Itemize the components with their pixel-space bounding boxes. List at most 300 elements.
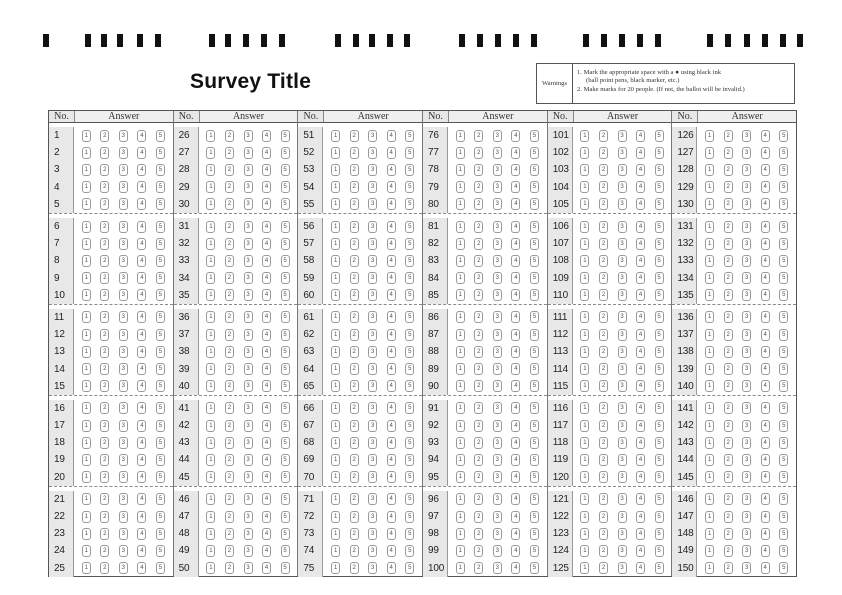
answer-bubble[interactable]: 5 xyxy=(281,562,290,574)
answer-bubble[interactable]: 2 xyxy=(724,562,733,574)
answer-bubble[interactable]: 5 xyxy=(779,493,788,505)
answer-bubble[interactable]: 4 xyxy=(511,255,520,267)
answer-bubble[interactable]: 3 xyxy=(119,380,128,392)
answer-bubble[interactable]: 5 xyxy=(530,238,539,250)
answer-bubble[interactable]: 2 xyxy=(724,147,733,159)
answer-bubble[interactable]: 3 xyxy=(119,562,128,574)
answer-bubble[interactable]: 2 xyxy=(225,471,234,483)
answer-bubble[interactable]: 5 xyxy=(530,511,539,523)
answer-bubble[interactable]: 5 xyxy=(405,380,414,392)
answer-bubble[interactable]: 3 xyxy=(244,198,253,210)
answer-bubble[interactable]: 5 xyxy=(405,147,414,159)
answer-bubble[interactable]: 1 xyxy=(456,363,465,375)
answer-bubble[interactable]: 3 xyxy=(742,402,751,414)
answer-bubble[interactable]: 2 xyxy=(724,181,733,193)
answer-bubble[interactable]: 5 xyxy=(530,528,539,540)
answer-bubble[interactable]: 2 xyxy=(724,329,733,341)
answer-bubble[interactable]: 3 xyxy=(618,238,627,250)
answer-bubble[interactable]: 4 xyxy=(387,198,396,210)
answer-bubble[interactable]: 5 xyxy=(156,147,165,159)
answer-bubble[interactable]: 5 xyxy=(281,272,290,284)
answer-bubble[interactable]: 4 xyxy=(636,130,645,142)
answer-bubble[interactable]: 1 xyxy=(456,272,465,284)
answer-bubble[interactable]: 2 xyxy=(100,562,109,574)
answer-bubble[interactable]: 2 xyxy=(100,420,109,432)
answer-bubble[interactable]: 1 xyxy=(580,164,589,176)
answer-bubble[interactable]: 2 xyxy=(724,471,733,483)
answer-bubble[interactable]: 4 xyxy=(387,420,396,432)
answer-bubble[interactable]: 2 xyxy=(724,420,733,432)
answer-bubble[interactable]: 3 xyxy=(244,181,253,193)
answer-bubble[interactable]: 3 xyxy=(244,346,253,358)
answer-bubble[interactable]: 2 xyxy=(100,181,109,193)
answer-bubble[interactable]: 3 xyxy=(244,562,253,574)
answer-bubble[interactable]: 1 xyxy=(82,437,91,449)
answer-bubble[interactable]: 3 xyxy=(493,329,502,341)
answer-bubble[interactable]: 5 xyxy=(779,420,788,432)
answer-bubble[interactable]: 1 xyxy=(206,255,215,267)
answer-bubble[interactable]: 3 xyxy=(493,454,502,466)
answer-bubble[interactable]: 3 xyxy=(493,511,502,523)
answer-bubble[interactable]: 5 xyxy=(655,181,664,193)
answer-bubble[interactable]: 1 xyxy=(82,402,91,414)
answer-bubble[interactable]: 5 xyxy=(156,255,165,267)
answer-bubble[interactable]: 1 xyxy=(580,272,589,284)
answer-bubble[interactable]: 4 xyxy=(262,238,271,250)
answer-bubble[interactable]: 2 xyxy=(724,289,733,301)
answer-bubble[interactable]: 1 xyxy=(456,454,465,466)
answer-bubble[interactable]: 2 xyxy=(599,363,608,375)
answer-bubble[interactable]: 2 xyxy=(100,493,109,505)
answer-bubble[interactable]: 2 xyxy=(474,198,483,210)
answer-bubble[interactable]: 2 xyxy=(350,130,359,142)
answer-bubble[interactable]: 5 xyxy=(405,471,414,483)
answer-bubble[interactable]: 5 xyxy=(655,380,664,392)
answer-bubble[interactable]: 5 xyxy=(281,130,290,142)
answer-bubble[interactable]: 3 xyxy=(368,130,377,142)
answer-bubble[interactable]: 3 xyxy=(742,198,751,210)
answer-bubble[interactable]: 5 xyxy=(530,329,539,341)
answer-bubble[interactable]: 3 xyxy=(618,511,627,523)
answer-bubble[interactable]: 4 xyxy=(761,164,770,176)
answer-bubble[interactable]: 5 xyxy=(281,311,290,323)
answer-bubble[interactable]: 4 xyxy=(137,493,146,505)
answer-bubble[interactable]: 4 xyxy=(387,528,396,540)
answer-bubble[interactable]: 2 xyxy=(724,511,733,523)
answer-bubble[interactable]: 4 xyxy=(387,471,396,483)
answer-bubble[interactable]: 4 xyxy=(262,221,271,233)
answer-bubble[interactable]: 1 xyxy=(331,311,340,323)
answer-bubble[interactable]: 3 xyxy=(742,437,751,449)
answer-bubble[interactable]: 5 xyxy=(779,437,788,449)
answer-bubble[interactable]: 4 xyxy=(137,181,146,193)
answer-bubble[interactable]: 1 xyxy=(705,493,714,505)
answer-bubble[interactable]: 1 xyxy=(82,147,91,159)
answer-bubble[interactable]: 4 xyxy=(761,272,770,284)
answer-bubble[interactable]: 2 xyxy=(100,164,109,176)
answer-bubble[interactable]: 3 xyxy=(618,198,627,210)
answer-bubble[interactable]: 4 xyxy=(511,528,520,540)
answer-bubble[interactable]: 1 xyxy=(82,380,91,392)
answer-bubble[interactable]: 5 xyxy=(655,437,664,449)
answer-bubble[interactable]: 5 xyxy=(655,493,664,505)
answer-bubble[interactable]: 4 xyxy=(636,329,645,341)
answer-bubble[interactable]: 4 xyxy=(137,289,146,301)
answer-bubble[interactable]: 3 xyxy=(119,311,128,323)
answer-bubble[interactable]: 1 xyxy=(580,198,589,210)
answer-bubble[interactable]: 3 xyxy=(119,181,128,193)
answer-bubble[interactable]: 3 xyxy=(368,511,377,523)
answer-bubble[interactable]: 5 xyxy=(156,545,165,557)
answer-bubble[interactable]: 1 xyxy=(456,545,465,557)
answer-bubble[interactable]: 4 xyxy=(137,311,146,323)
answer-bubble[interactable]: 1 xyxy=(82,272,91,284)
answer-bubble[interactable]: 5 xyxy=(779,402,788,414)
answer-bubble[interactable]: 2 xyxy=(100,511,109,523)
answer-bubble[interactable]: 3 xyxy=(244,329,253,341)
answer-bubble[interactable]: 5 xyxy=(655,289,664,301)
answer-bubble[interactable]: 2 xyxy=(724,311,733,323)
answer-bubble[interactable]: 1 xyxy=(331,493,340,505)
answer-bubble[interactable]: 5 xyxy=(405,164,414,176)
answer-bubble[interactable]: 3 xyxy=(368,311,377,323)
answer-bubble[interactable]: 4 xyxy=(137,255,146,267)
answer-bubble[interactable]: 5 xyxy=(156,346,165,358)
answer-bubble[interactable]: 1 xyxy=(331,363,340,375)
answer-bubble[interactable]: 1 xyxy=(82,493,91,505)
answer-bubble[interactable]: 4 xyxy=(262,454,271,466)
answer-bubble[interactable]: 2 xyxy=(100,437,109,449)
answer-bubble[interactable]: 3 xyxy=(742,346,751,358)
answer-bubble[interactable]: 1 xyxy=(331,164,340,176)
answer-bubble[interactable]: 2 xyxy=(599,181,608,193)
answer-bubble[interactable]: 3 xyxy=(742,181,751,193)
answer-bubble[interactable]: 4 xyxy=(636,545,645,557)
answer-bubble[interactable]: 2 xyxy=(100,130,109,142)
answer-bubble[interactable]: 4 xyxy=(761,130,770,142)
answer-bubble[interactable]: 5 xyxy=(281,493,290,505)
answer-bubble[interactable]: 5 xyxy=(655,272,664,284)
answer-bubble[interactable]: 4 xyxy=(387,380,396,392)
answer-bubble[interactable]: 3 xyxy=(368,164,377,176)
answer-bubble[interactable]: 1 xyxy=(331,454,340,466)
answer-bubble[interactable]: 2 xyxy=(474,130,483,142)
answer-bubble[interactable]: 1 xyxy=(580,454,589,466)
answer-bubble[interactable]: 5 xyxy=(779,346,788,358)
answer-bubble[interactable]: 3 xyxy=(493,437,502,449)
answer-bubble[interactable]: 1 xyxy=(331,130,340,142)
answer-bubble[interactable]: 1 xyxy=(705,545,714,557)
answer-bubble[interactable]: 2 xyxy=(724,493,733,505)
answer-bubble[interactable]: 4 xyxy=(137,511,146,523)
answer-bubble[interactable]: 1 xyxy=(456,511,465,523)
answer-bubble[interactable]: 1 xyxy=(331,198,340,210)
answer-bubble[interactable]: 4 xyxy=(387,181,396,193)
answer-bubble[interactable]: 4 xyxy=(137,329,146,341)
answer-bubble[interactable]: 3 xyxy=(368,198,377,210)
answer-bubble[interactable]: 5 xyxy=(530,437,539,449)
answer-bubble[interactable]: 4 xyxy=(387,562,396,574)
answer-bubble[interactable]: 2 xyxy=(599,380,608,392)
answer-bubble[interactable]: 2 xyxy=(350,221,359,233)
answer-bubble[interactable]: 4 xyxy=(636,346,645,358)
answer-bubble[interactable]: 1 xyxy=(705,528,714,540)
answer-bubble[interactable]: 2 xyxy=(599,164,608,176)
answer-bubble[interactable]: 3 xyxy=(244,164,253,176)
answer-bubble[interactable]: 3 xyxy=(618,255,627,267)
answer-bubble[interactable]: 3 xyxy=(493,272,502,284)
answer-bubble[interactable]: 2 xyxy=(599,147,608,159)
answer-bubble[interactable]: 2 xyxy=(474,329,483,341)
answer-bubble[interactable]: 3 xyxy=(493,255,502,267)
answer-bubble[interactable]: 3 xyxy=(119,511,128,523)
answer-bubble[interactable]: 1 xyxy=(705,454,714,466)
answer-bubble[interactable]: 3 xyxy=(119,454,128,466)
answer-bubble[interactable]: 1 xyxy=(331,437,340,449)
answer-bubble[interactable]: 4 xyxy=(761,420,770,432)
answer-bubble[interactable]: 1 xyxy=(82,198,91,210)
answer-bubble[interactable]: 2 xyxy=(599,420,608,432)
answer-bubble[interactable]: 5 xyxy=(156,130,165,142)
answer-bubble[interactable]: 4 xyxy=(511,454,520,466)
answer-bubble[interactable]: 2 xyxy=(100,471,109,483)
answer-bubble[interactable]: 1 xyxy=(456,493,465,505)
answer-bubble[interactable]: 2 xyxy=(474,380,483,392)
answer-bubble[interactable]: 4 xyxy=(636,311,645,323)
answer-bubble[interactable]: 5 xyxy=(405,198,414,210)
answer-bubble[interactable]: 1 xyxy=(206,289,215,301)
answer-bubble[interactable]: 5 xyxy=(779,311,788,323)
answer-bubble[interactable]: 3 xyxy=(368,147,377,159)
answer-bubble[interactable]: 1 xyxy=(82,562,91,574)
answer-bubble[interactable]: 4 xyxy=(262,380,271,392)
answer-bubble[interactable]: 2 xyxy=(350,380,359,392)
answer-bubble[interactable]: 5 xyxy=(156,528,165,540)
answer-bubble[interactable]: 2 xyxy=(350,255,359,267)
answer-bubble[interactable]: 1 xyxy=(580,289,589,301)
answer-bubble[interactable]: 2 xyxy=(350,272,359,284)
answer-bubble[interactable]: 4 xyxy=(511,437,520,449)
answer-bubble[interactable]: 3 xyxy=(618,437,627,449)
answer-bubble[interactable]: 3 xyxy=(119,363,128,375)
answer-bubble[interactable]: 5 xyxy=(655,164,664,176)
answer-bubble[interactable]: 4 xyxy=(511,311,520,323)
answer-bubble[interactable]: 5 xyxy=(530,380,539,392)
answer-bubble[interactable]: 2 xyxy=(350,181,359,193)
answer-bubble[interactable]: 1 xyxy=(705,255,714,267)
answer-bubble[interactable]: 4 xyxy=(636,402,645,414)
answer-bubble[interactable]: 3 xyxy=(742,545,751,557)
answer-bubble[interactable]: 3 xyxy=(368,221,377,233)
answer-bubble[interactable]: 1 xyxy=(456,420,465,432)
answer-bubble[interactable]: 3 xyxy=(493,363,502,375)
answer-bubble[interactable]: 1 xyxy=(82,545,91,557)
answer-bubble[interactable]: 5 xyxy=(281,255,290,267)
answer-bubble[interactable]: 1 xyxy=(331,545,340,557)
answer-bubble[interactable]: 1 xyxy=(206,147,215,159)
answer-bubble[interactable]: 5 xyxy=(779,545,788,557)
answer-bubble[interactable]: 4 xyxy=(636,380,645,392)
answer-bubble[interactable]: 1 xyxy=(82,363,91,375)
answer-bubble[interactable]: 1 xyxy=(82,420,91,432)
answer-bubble[interactable]: 3 xyxy=(618,545,627,557)
answer-bubble[interactable]: 5 xyxy=(281,329,290,341)
answer-bubble[interactable]: 1 xyxy=(580,130,589,142)
answer-bubble[interactable]: 3 xyxy=(618,363,627,375)
answer-bubble[interactable]: 4 xyxy=(511,289,520,301)
answer-bubble[interactable]: 4 xyxy=(636,198,645,210)
answer-bubble[interactable]: 2 xyxy=(599,238,608,250)
answer-bubble[interactable]: 5 xyxy=(655,238,664,250)
answer-bubble[interactable]: 3 xyxy=(119,147,128,159)
answer-bubble[interactable]: 1 xyxy=(82,221,91,233)
answer-bubble[interactable]: 4 xyxy=(137,130,146,142)
answer-bubble[interactable]: 4 xyxy=(262,493,271,505)
answer-bubble[interactable]: 4 xyxy=(511,471,520,483)
answer-bubble[interactable]: 2 xyxy=(724,454,733,466)
answer-bubble[interactable]: 3 xyxy=(742,471,751,483)
answer-bubble[interactable]: 5 xyxy=(405,363,414,375)
answer-bubble[interactable]: 5 xyxy=(281,198,290,210)
answer-bubble[interactable]: 4 xyxy=(511,562,520,574)
answer-bubble[interactable]: 2 xyxy=(225,545,234,557)
answer-bubble[interactable]: 2 xyxy=(599,311,608,323)
answer-bubble[interactable]: 3 xyxy=(618,181,627,193)
answer-bubble[interactable]: 4 xyxy=(387,454,396,466)
answer-bubble[interactable]: 5 xyxy=(655,562,664,574)
answer-bubble[interactable]: 5 xyxy=(405,545,414,557)
answer-bubble[interactable]: 2 xyxy=(599,545,608,557)
answer-bubble[interactable]: 3 xyxy=(493,545,502,557)
answer-bubble[interactable]: 4 xyxy=(761,511,770,523)
answer-bubble[interactable]: 5 xyxy=(281,380,290,392)
answer-bubble[interactable]: 3 xyxy=(244,221,253,233)
answer-bubble[interactable]: 2 xyxy=(474,238,483,250)
answer-bubble[interactable]: 4 xyxy=(511,402,520,414)
answer-bubble[interactable]: 4 xyxy=(636,181,645,193)
answer-bubble[interactable]: 4 xyxy=(511,164,520,176)
answer-bubble[interactable]: 2 xyxy=(350,471,359,483)
answer-bubble[interactable]: 1 xyxy=(705,130,714,142)
answer-bubble[interactable]: 3 xyxy=(368,289,377,301)
answer-bubble[interactable]: 4 xyxy=(761,329,770,341)
answer-bubble[interactable]: 2 xyxy=(100,545,109,557)
answer-bubble[interactable]: 4 xyxy=(636,528,645,540)
answer-bubble[interactable]: 1 xyxy=(456,221,465,233)
answer-bubble[interactable]: 2 xyxy=(225,454,234,466)
answer-bubble[interactable]: 4 xyxy=(262,346,271,358)
answer-bubble[interactable]: 2 xyxy=(599,528,608,540)
answer-bubble[interactable]: 5 xyxy=(156,311,165,323)
answer-bubble[interactable]: 3 xyxy=(244,255,253,267)
answer-bubble[interactable]: 2 xyxy=(225,329,234,341)
answer-bubble[interactable]: 5 xyxy=(156,363,165,375)
answer-bubble[interactable]: 4 xyxy=(262,420,271,432)
answer-bubble[interactable]: 1 xyxy=(82,454,91,466)
answer-bubble[interactable]: 5 xyxy=(530,363,539,375)
answer-bubble[interactable]: 3 xyxy=(244,471,253,483)
answer-bubble[interactable]: 1 xyxy=(705,164,714,176)
answer-bubble[interactable]: 4 xyxy=(511,363,520,375)
answer-bubble[interactable]: 1 xyxy=(82,181,91,193)
answer-bubble[interactable]: 5 xyxy=(779,238,788,250)
answer-bubble[interactable]: 1 xyxy=(705,363,714,375)
answer-bubble[interactable]: 5 xyxy=(779,471,788,483)
answer-bubble[interactable]: 3 xyxy=(368,402,377,414)
answer-bubble[interactable]: 4 xyxy=(137,164,146,176)
answer-bubble[interactable]: 2 xyxy=(599,346,608,358)
answer-bubble[interactable]: 2 xyxy=(225,164,234,176)
answer-bubble[interactable]: 5 xyxy=(655,329,664,341)
answer-bubble[interactable]: 5 xyxy=(530,272,539,284)
answer-bubble[interactable]: 3 xyxy=(742,380,751,392)
answer-bubble[interactable]: 4 xyxy=(387,272,396,284)
answer-bubble[interactable]: 4 xyxy=(636,164,645,176)
answer-bubble[interactable]: 4 xyxy=(511,493,520,505)
answer-bubble[interactable]: 3 xyxy=(493,402,502,414)
answer-bubble[interactable]: 3 xyxy=(742,238,751,250)
answer-bubble[interactable]: 3 xyxy=(244,238,253,250)
answer-bubble[interactable]: 3 xyxy=(618,380,627,392)
answer-bubble[interactable]: 2 xyxy=(100,147,109,159)
answer-bubble[interactable]: 3 xyxy=(368,437,377,449)
answer-bubble[interactable]: 3 xyxy=(742,528,751,540)
answer-bubble[interactable]: 3 xyxy=(742,329,751,341)
answer-bubble[interactable]: 1 xyxy=(331,471,340,483)
answer-bubble[interactable]: 3 xyxy=(618,562,627,574)
answer-bubble[interactable]: 4 xyxy=(262,329,271,341)
answer-bubble[interactable]: 5 xyxy=(779,130,788,142)
answer-bubble[interactable]: 5 xyxy=(530,221,539,233)
answer-bubble[interactable]: 2 xyxy=(100,402,109,414)
answer-bubble[interactable]: 4 xyxy=(761,198,770,210)
answer-bubble[interactable]: 3 xyxy=(244,147,253,159)
answer-bubble[interactable]: 2 xyxy=(474,272,483,284)
answer-bubble[interactable]: 5 xyxy=(281,221,290,233)
answer-bubble[interactable]: 5 xyxy=(530,147,539,159)
answer-bubble[interactable]: 4 xyxy=(761,311,770,323)
answer-bubble[interactable]: 5 xyxy=(405,329,414,341)
answer-bubble[interactable]: 2 xyxy=(100,198,109,210)
answer-bubble[interactable]: 2 xyxy=(350,147,359,159)
answer-bubble[interactable]: 1 xyxy=(206,528,215,540)
answer-bubble[interactable]: 3 xyxy=(368,346,377,358)
answer-bubble[interactable]: 5 xyxy=(156,402,165,414)
answer-bubble[interactable]: 3 xyxy=(618,272,627,284)
answer-bubble[interactable]: 4 xyxy=(387,329,396,341)
answer-bubble[interactable]: 2 xyxy=(350,420,359,432)
answer-bubble[interactable]: 3 xyxy=(119,255,128,267)
answer-bubble[interactable]: 4 xyxy=(262,181,271,193)
answer-bubble[interactable]: 2 xyxy=(599,329,608,341)
answer-bubble[interactable]: 2 xyxy=(724,238,733,250)
answer-bubble[interactable]: 2 xyxy=(225,346,234,358)
answer-bubble[interactable]: 2 xyxy=(350,545,359,557)
answer-bubble[interactable]: 1 xyxy=(705,562,714,574)
answer-bubble[interactable]: 5 xyxy=(405,511,414,523)
answer-bubble[interactable]: 5 xyxy=(655,221,664,233)
answer-bubble[interactable]: 3 xyxy=(618,346,627,358)
answer-bubble[interactable]: 3 xyxy=(119,346,128,358)
answer-bubble[interactable]: 3 xyxy=(493,471,502,483)
answer-bubble[interactable]: 4 xyxy=(636,363,645,375)
answer-bubble[interactable]: 3 xyxy=(244,130,253,142)
answer-bubble[interactable]: 2 xyxy=(474,493,483,505)
answer-bubble[interactable]: 3 xyxy=(618,329,627,341)
answer-bubble[interactable]: 3 xyxy=(368,272,377,284)
answer-bubble[interactable]: 2 xyxy=(100,311,109,323)
answer-bubble[interactable]: 3 xyxy=(368,528,377,540)
